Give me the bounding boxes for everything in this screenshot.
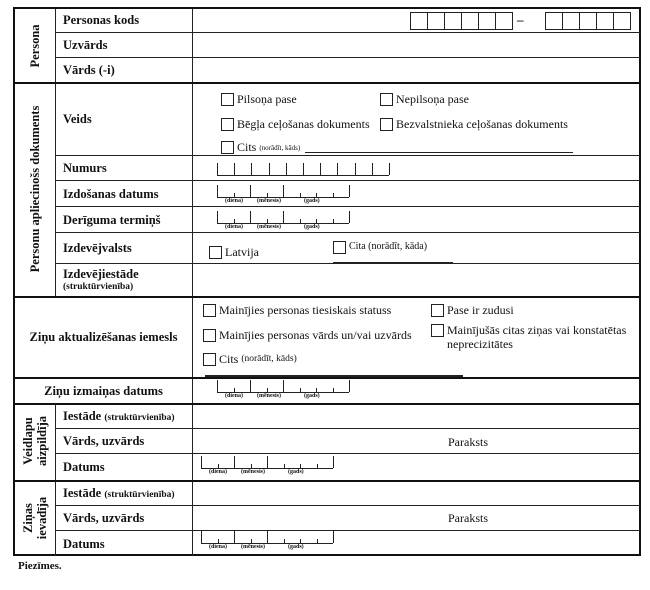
option-country-latvia[interactable] (209, 245, 259, 260)
row-divider (55, 155, 641, 156)
filler-institution-text: Iestāde (63, 409, 102, 423)
date-separator-tick (283, 211, 284, 223)
filler-date-field[interactable] (201, 456, 333, 475)
comb-tick (234, 163, 235, 175)
row-divider (55, 453, 641, 454)
comb-tick (303, 163, 304, 175)
code-digit-box[interactable] (461, 12, 479, 30)
comb-tick (355, 163, 356, 175)
date-caption-month: (mēnesis) (241, 469, 265, 475)
option-other-data-changed[interactable] (431, 323, 631, 351)
option-label: Mainījušās citas ziņas vai konstatētas neprecizitātes (447, 323, 627, 351)
name-field[interactable] (193, 58, 641, 82)
option-citizen-passport[interactable] (221, 92, 297, 107)
date-separator-tick (201, 456, 202, 468)
code-digit-box[interactable] (444, 12, 462, 30)
checkbox[interactable] (431, 304, 444, 317)
option-refugee-travel-doc[interactable] (221, 117, 370, 132)
group-label-filler-line1: Veidlapu (21, 417, 35, 465)
filler-name-field[interactable] (193, 429, 443, 453)
option-label: Mainījies personas vārds un/vai uzvārds (219, 328, 412, 342)
date-caption-day: (diena) (225, 393, 243, 399)
row-divider (55, 180, 641, 181)
group-label-document: Personu apliecinošs dokuments (28, 105, 42, 273)
date-separator-tick (250, 380, 251, 392)
date-separator-tick (217, 380, 218, 392)
option-legal-status-changed[interactable] (203, 303, 391, 318)
change-date-label: Ziņu izmaiņas datums (44, 384, 163, 398)
date-separator-tick (283, 185, 284, 197)
other-country-input[interactable] (333, 262, 453, 263)
filler-name-label: Vārds, uzvārds (63, 434, 145, 448)
issuer-sublabel: (struktūrvienība) (63, 282, 134, 292)
issue-date-field[interactable] (217, 185, 349, 204)
checkbox[interactable] (203, 353, 216, 366)
option-other-document[interactable] (221, 140, 300, 155)
issuing-country-label: Izdevējvalsts (63, 241, 132, 255)
comb-tick (286, 163, 287, 175)
date-caption-day: (diena) (209, 544, 227, 550)
code-digit-box[interactable] (562, 12, 580, 30)
personal-code-label: Personas kods (63, 13, 140, 27)
date-caption-day: (diena) (225, 224, 243, 230)
date-digit-tick (317, 464, 318, 468)
section-divider (15, 296, 641, 298)
entered-institution-field[interactable] (193, 481, 641, 505)
personal-code-first-part[interactable] (411, 12, 513, 30)
comb-tick (320, 163, 321, 175)
notes-label: Piezīmes. (18, 560, 62, 572)
date-digit-tick (234, 388, 235, 392)
option-label: Pase ir zudusi (447, 303, 514, 317)
date-separator-tick (349, 380, 350, 392)
date-separator-tick (283, 380, 284, 392)
date-caption-month: (mēnesis) (257, 198, 281, 204)
option-label: Cita (norādīt, kāda) (349, 241, 428, 252)
date-digit-tick (234, 219, 235, 223)
date-digit-tick (316, 388, 317, 392)
date-digit-tick (333, 193, 334, 197)
date-digit-tick (251, 539, 252, 543)
checkbox[interactable] (431, 324, 444, 337)
entered-signature-label: Paraksts (448, 511, 488, 525)
group-label-filler (21, 403, 49, 479)
option-label: Bezvalstnieka ceļošanas dokuments (396, 117, 568, 131)
row-divider (55, 530, 641, 531)
personal-code-separator: – (517, 12, 524, 27)
date-caption-year: (gads) (288, 544, 304, 550)
code-digit-box[interactable] (613, 12, 631, 30)
date-separator-tick (349, 211, 350, 223)
update-reason-label: Ziņu aktualizēšanas iemesls (29, 330, 178, 344)
option-other-reason[interactable] (203, 352, 297, 367)
row-divider (55, 232, 641, 233)
comb-tick (389, 163, 390, 175)
date-digit-tick (267, 193, 268, 197)
validity-label: Derīguma termiņš (63, 213, 161, 227)
date-digit-tick (218, 464, 219, 468)
entered-institution-text: Iestāde (63, 486, 102, 500)
option-label: Mainījies personas tiesiskais statuss (219, 303, 392, 317)
document-number-label: Numurs (63, 161, 107, 175)
date-digit-tick (300, 193, 301, 197)
document-type-label: Veids (63, 112, 92, 126)
entered-date-field[interactable] (201, 531, 333, 550)
date-separator-tick (250, 211, 251, 223)
date-separator-tick (333, 456, 334, 468)
checkbox[interactable] (203, 304, 216, 317)
date-separator-tick (267, 531, 268, 543)
option-hint: (norādīt, kāds) (241, 354, 297, 364)
code-digit-box[interactable] (410, 12, 428, 30)
option-label: Bēgļa ceļošanas dokuments (237, 117, 370, 131)
checkbox[interactable] (221, 118, 234, 131)
group-label-entered-line2: ievadīja (35, 496, 49, 540)
entered-name-field[interactable] (193, 506, 443, 530)
entered-name-label: Vārds, uzvārds (63, 511, 145, 525)
checkbox[interactable] (333, 241, 346, 254)
date-caption-month: (mēnesis) (257, 393, 281, 399)
code-digit-box[interactable] (495, 12, 513, 30)
comb-tick (372, 163, 373, 175)
option-hint: (norādīt, kāds) (259, 144, 301, 152)
date-caption-day: (diena) (209, 469, 227, 475)
option-label: Cits (237, 140, 257, 154)
date-digit-tick (333, 219, 334, 223)
date-digit-tick (317, 539, 318, 543)
code-digit-box[interactable] (596, 12, 614, 30)
date-digit-tick (300, 539, 301, 543)
date-digit-tick (316, 193, 317, 197)
checkbox[interactable] (221, 141, 234, 154)
code-digit-box[interactable] (478, 12, 496, 30)
entered-date-label: Datums (63, 537, 105, 551)
entered-institution-label (63, 486, 175, 501)
date-separator-tick (234, 456, 235, 468)
date-caption-month: (mēnesis) (241, 544, 265, 550)
date-digit-tick (267, 219, 268, 223)
code-digit-box[interactable] (545, 12, 563, 30)
option-country-other[interactable] (333, 240, 427, 254)
date-digit-tick (316, 219, 317, 223)
filler-institution-label (63, 409, 175, 424)
date-caption-day: (diena) (225, 198, 243, 204)
option-label: Nepilsoņa pase (396, 92, 469, 106)
checkbox[interactable] (209, 246, 222, 259)
date-separator-tick (267, 456, 268, 468)
other-document-input[interactable] (305, 152, 573, 153)
date-digit-tick (284, 539, 285, 543)
registration-form (13, 7, 641, 556)
option-name-changed[interactable] (203, 328, 412, 343)
checkbox[interactable] (380, 118, 393, 131)
checkbox[interactable] (380, 93, 393, 106)
name-label: Vārds (-i) (63, 63, 115, 77)
checkbox[interactable] (221, 93, 234, 106)
issue-date-label: Izdošanas datums (63, 187, 159, 201)
option-stateless-travel-doc[interactable] (380, 117, 568, 132)
date-digit-tick (300, 464, 301, 468)
group-column-divider (55, 9, 56, 296)
other-reason-input[interactable] (205, 375, 463, 377)
entered-institution-sublabel: (struktūrvienība) (104, 490, 175, 500)
comb-tick (269, 163, 270, 175)
date-separator-tick (201, 531, 202, 543)
comb-tick (217, 163, 218, 175)
code-digit-box[interactable] (579, 12, 597, 30)
issuer-label: Izdevējiestāde (63, 267, 139, 281)
group-label-persona: Persona (28, 24, 42, 68)
date-caption-year: (gads) (304, 224, 320, 230)
date-separator-tick (217, 211, 218, 223)
option-label: Latvija (225, 245, 259, 259)
date-caption-month: (mēnesis) (257, 224, 281, 230)
date-digit-tick (300, 388, 301, 392)
row-divider (55, 206, 641, 207)
date-separator-tick (349, 185, 350, 197)
date-caption-year: (gads) (304, 198, 320, 204)
code-digit-box[interactable] (427, 12, 445, 30)
date-separator-tick (333, 531, 334, 543)
group-label-filler-line2: aizpildīja (35, 416, 49, 467)
option-label: Cits (219, 352, 239, 366)
date-digit-tick (300, 219, 301, 223)
group-label-entered (21, 480, 49, 556)
filler-signature-label: Paraksts (448, 435, 488, 449)
surname-label: Uzvārds (63, 38, 108, 52)
option-passport-lost[interactable] (431, 303, 514, 318)
comb-tick (337, 163, 338, 175)
option-noncitizen-passport[interactable] (380, 92, 469, 107)
date-separator-tick (234, 531, 235, 543)
date-separator-tick (217, 185, 218, 197)
personal-code-second-part[interactable] (546, 12, 631, 30)
filler-institution-field[interactable] (193, 404, 641, 428)
checkbox[interactable] (203, 329, 216, 342)
document-number-field[interactable] (217, 163, 389, 176)
date-digit-tick (333, 388, 334, 392)
filler-institution-sublabel: (struktūrvienība) (104, 413, 175, 423)
filler-date-label: Datums (63, 460, 105, 474)
group-label-entered-line1: Ziņas (21, 503, 35, 533)
surname-field[interactable] (193, 33, 641, 57)
comb-tick (251, 163, 252, 175)
date-digit-tick (234, 193, 235, 197)
change-date-field[interactable] (217, 380, 349, 399)
date-digit-tick (267, 388, 268, 392)
issuer-field[interactable] (193, 264, 641, 295)
date-separator-tick (250, 185, 251, 197)
date-digit-tick (218, 539, 219, 543)
date-caption-year: (gads) (288, 469, 304, 475)
section-divider (15, 377, 641, 379)
date-digit-tick (284, 464, 285, 468)
section-divider (15, 82, 641, 84)
date-caption-year: (gads) (304, 393, 320, 399)
date-digit-tick (251, 464, 252, 468)
validity-date-field[interactable] (217, 211, 349, 230)
option-label: Pilsoņa pase (237, 92, 297, 106)
